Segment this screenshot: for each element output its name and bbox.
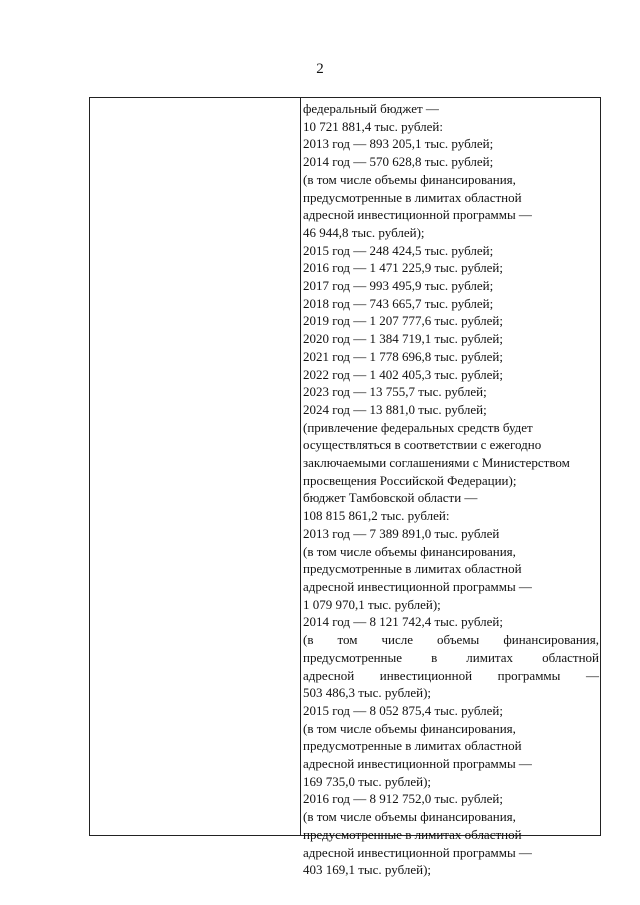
text-line: (в том числе объемы финансирования,: [303, 632, 599, 648]
text-line: 108 815 861,2 тыс. рублей:: [303, 508, 450, 524]
text-line: 403 169,1 тыс. рублей);: [303, 862, 432, 878]
table-right-cell: [303, 100, 599, 878]
document-table: [89, 97, 601, 878]
text-line: 2020 год — 1 384 719,1 тыс. рублей;: [303, 331, 503, 347]
text-line: (в том числе объемы финансирования,: [303, 543, 516, 559]
text-line: 2014 год — 8 121 742,4 тыс. рублей;: [303, 614, 503, 630]
text-line: 2016 год — 1 471 225,9 тыс. рублей;: [303, 260, 503, 276]
text-line: предусмотренные в лимитах областной: [303, 649, 599, 665]
text-line: федеральный бюджет —: [303, 101, 439, 116]
text-line: 2017 год — 993 495,9 тыс. рублей;: [303, 278, 494, 294]
text-line: 10 721 881,4 тыс. рублей:: [303, 118, 443, 134]
text-line: предусмотренные в лимитах областной: [303, 826, 522, 842]
text-line: адресной инвестиционной программы —: [303, 207, 532, 223]
text-line: 169 735,0 тыс. рублей);: [303, 773, 432, 789]
text-line: (в том числе объемы финансирования,: [303, 720, 516, 736]
text-line: 2024 год — 13 881,0 тыс. рублей;: [303, 401, 487, 417]
text-line: (привлечение федеральных средств будет: [303, 419, 533, 435]
text-line: 2021 год — 1 778 696,8 тыс. рублей;: [303, 348, 503, 364]
text-line: 2013 год — 7 389 891,0 тыс. рублей: [303, 525, 500, 541]
text-line: 2018 год — 743 665,7 тыс. рублей;: [303, 295, 494, 311]
text-line: адресной инвестиционной программы —: [303, 756, 532, 772]
table-left-cell: [90, 98, 300, 835]
column-divider: [300, 98, 301, 835]
text-line: 2014 год — 570 628,8 тыс. рублей;: [303, 154, 494, 170]
text-line: 2023 год — 13 755,7 тыс. рублей;: [303, 384, 487, 400]
text-line: (в том числе объемы финансирования,: [303, 809, 516, 825]
text-line: предусмотренные в лимитах областной: [303, 189, 522, 205]
text-line: 2013 год — 893 205,1 тыс. рублей;: [303, 136, 494, 152]
text-line: 2015 год — 248 424,5 тыс. рублей;: [303, 242, 494, 258]
text-line: предусмотренные в лимитах областной: [303, 738, 522, 754]
text-line: бюджет Тамбовской области —: [303, 490, 478, 506]
text-line: 2016 год — 8 912 752,0 тыс. рублей;: [303, 791, 503, 807]
text-line: 2019 год — 1 207 777,6 тыс. рублей;: [303, 313, 503, 329]
text-line: 2015 год — 8 052 875,4 тыс. рублей;: [303, 702, 503, 718]
text-line: просвещения Российской Федерации);: [303, 472, 517, 488]
text-line: адресной инвестиционной программы —: [303, 667, 599, 683]
text-line: предусмотренные в лимитах областной: [303, 561, 522, 577]
page-number: 2: [316, 61, 324, 77]
text-line: адресной инвестиционной программы —: [303, 578, 532, 594]
text-line: 2022 год — 1 402 405,3 тыс. рублей;: [303, 366, 503, 382]
text-line: (в том числе объемы финансирования,: [303, 171, 516, 187]
text-line: 1 079 970,1 тыс. рублей);: [303, 596, 441, 612]
text-line: 503 486,3 тыс. рублей);: [303, 685, 432, 701]
text-line: заключаемыми соглашениями с Министерством: [303, 455, 570, 471]
text-line: осуществляться в соответствии с ежегодно: [303, 437, 542, 453]
text-line: адресной инвестиционной программы —: [303, 844, 532, 860]
text-line: 46 944,8 тыс. рублей);: [303, 224, 425, 240]
